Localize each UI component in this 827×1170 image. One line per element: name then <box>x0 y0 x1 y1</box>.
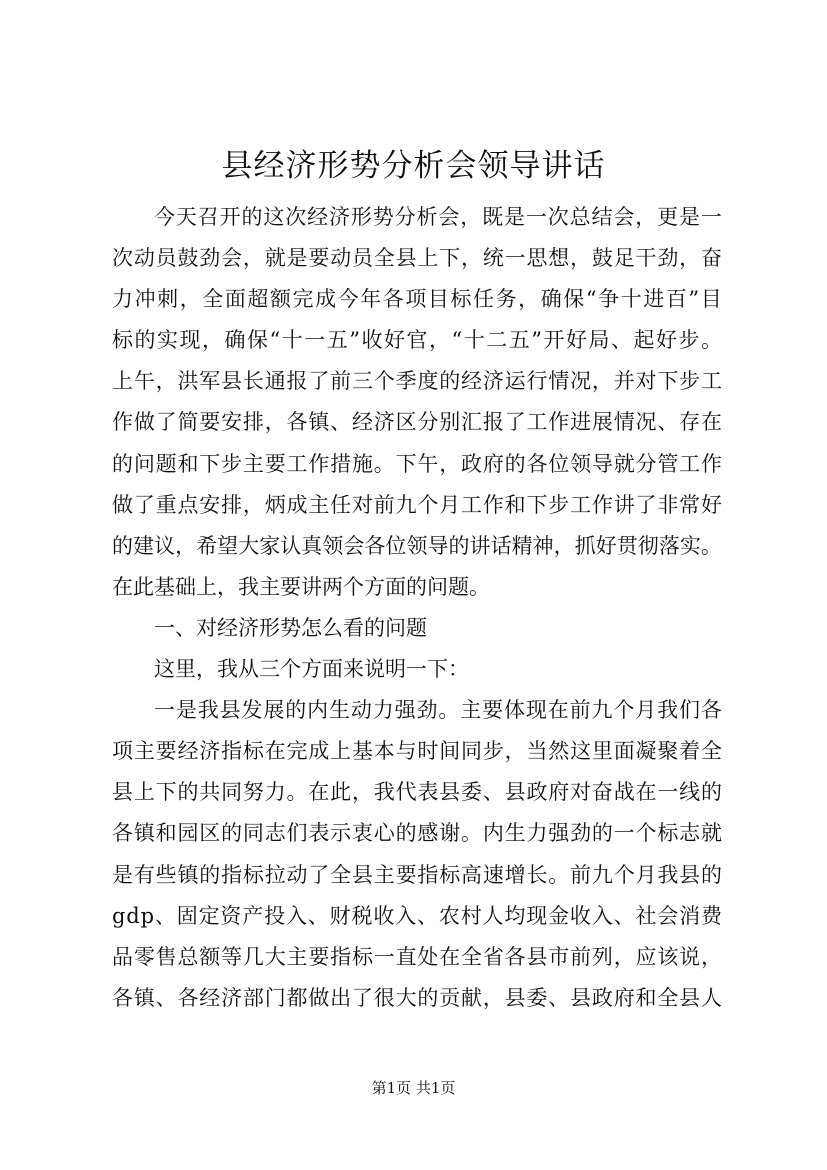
paragraph-line: g d p 、 固 定 资 产 投 入 、 财 税 收 入 、 农 村 人 均 现 金 收 入 、 社 会 消 费 <box>112 903 722 928</box>
paragraph-line: 县 上 下 的 共 同 努 力 。 在 此 ， 我 代 表 县 委 、 县 政 府 对 奋 战 在 一 线 的 <box>112 780 722 805</box>
paragraph-line: 各 镇 、 各 经 济 部 门 都 做 出 了 很 大 的 贡 献 ， 县 委 、 县 政 府 和 全 县 人 <box>112 985 722 1010</box>
paragraph-line: 做 了 重 点 安 排 ， 炳 成 主 任 对 前 九 个 月 工 作 和 下 步 工 作 讲 了 非 常 好 <box>112 492 722 517</box>
paragraph-line: 项 主 要 经 济 指 标 在 完 成 上 基 本 与 时 间 同 步 ， 当 然 这 里 面 凝 聚 着 全 <box>112 739 722 764</box>
document-title: 县经济形势分析会领导讲话 <box>221 148 606 184</box>
paragraph-line: 力 冲 刺 ， 全 面 超 额 完 成 今 年 各 项 目 标 任 务 ， 确 保 “ 争 十 进 百 ” 目 <box>112 287 722 312</box>
paragraph-line: 品 零 售 总 额 等 几 大 主 要 指 标 一 直 处 在 全 省 各 县 市 前 列 ， 应 该 说 ， <box>112 944 722 969</box>
paragraph-line: 的 问 题 和 下 步 主 要 工 作 措 施 。 下 午 ， 政 府 的 各 位 领 导 就 分 管 工 作 <box>112 451 722 476</box>
paragraph-line: 是 有 些 镇 的 指 标 拉 动 了 全 县 主 要 指 标 高 速 增 长 。 前 九 个 月 我 县 的 <box>112 862 722 887</box>
paragraph-line: 上 午 ， 洪 军 县 长 通 报 了 前 三 个 季 度 的 经 济 运 行 情 况 ， 并 对 下 步 工 <box>112 369 722 394</box>
paragraph-line: 次 动 员 鼓 劲 会 ， 就 是 要 动 员 全 县 上 下 ， 统 一 思 想 ， 鼓 足 干 劲 ， 奋 <box>112 246 722 271</box>
page-footer: 第1页 共1页 <box>371 1079 456 1097</box>
paragraph-line: 的 建 议 ， 希 望 大 家 认 真 领 会 各 位 领 导 的 讲 话 精 神 ， 抓 好 贯 彻 落 实 。 <box>112 533 722 558</box>
paragraph-line: 这里，我从三个方面来说明一下： <box>154 657 469 682</box>
paragraph-line: 今 天 召 开 的 这 次 经 济 形 势 分 析 会 ， 既 是 一 次 总 结 会 ， 更 是 一 <box>154 205 722 229</box>
paragraph-line: 作 做 了 简 要 安 排 ， 各 镇 、 经 济 区 分 别 汇 报 了 工 作 进 展 情 况 、 存 在 <box>112 410 722 435</box>
paragraph-line: 各 镇 和 园 区 的 同 志 们 表 示 衷 心 的 感 谢 。 内 生 力 强 劲 的 一 个 标 志 就 <box>112 821 722 846</box>
document-body <box>112 197 722 1019</box>
paragraph-line: 在此基础上，我主要讲两个方面的问题。 <box>112 574 490 599</box>
section-heading: 一、对经济形势怎么看的问题 <box>154 615 427 640</box>
paragraph-line: 标 的 实 现 ， 确 保 “ 十 一 五 ” 收 好 官 ， “ 十 二 五 ” 开 好 局 、 起 好 步 。 <box>112 328 722 353</box>
paragraph-line: 一 是 我 县 发 展 的 内 生 动 力 强 劲 。 主 要 体 现 在 前 九 个 月 我 们 各 <box>154 698 722 723</box>
